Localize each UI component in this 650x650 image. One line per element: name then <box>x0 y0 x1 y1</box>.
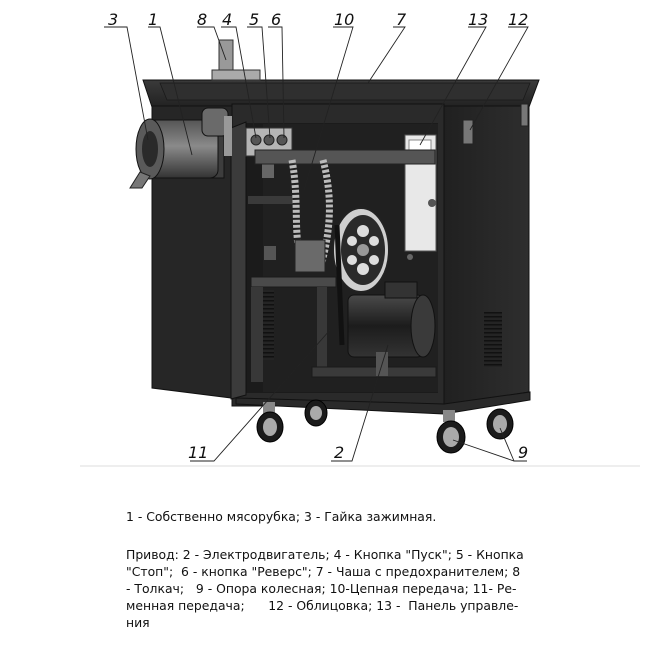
wheel-rear-right <box>487 409 513 439</box>
callout-11: 11 <box>188 443 209 462</box>
callout-2: 2 <box>334 443 345 462</box>
grinder <box>130 108 232 188</box>
legend-drive-line: менная передача; 12 - Облицовка; 13 - Панель управле- <box>126 598 519 613</box>
callout-12: 12 <box>508 10 529 29</box>
callout-1: 1 <box>148 10 159 29</box>
side-vent <box>484 312 502 367</box>
legend <box>126 508 546 525</box>
legend-drive <box>126 546 546 631</box>
legend-drive-line: - Толкач; 9 - Опора колесная; 10-Цепная передача; 11- Ре- <box>126 581 517 596</box>
callout-8: 8 <box>197 10 208 29</box>
wheel-rear-left <box>305 400 327 426</box>
callout-4: 4 <box>222 10 233 29</box>
callout-10: 10 <box>334 10 355 29</box>
callout-13: 13 <box>468 10 489 29</box>
legend-drive-line: Привод: 2 - Электродвигатель; 4 - Кнопка "Пуск"; 5 - Кнопка <box>126 547 524 562</box>
legend-drive-line: "Стоп"; 6 - кнопка "Реверс"; 7 - Чаша с предохранителем; 8 <box>126 564 521 579</box>
callout-7: 7 <box>396 10 407 29</box>
side-latch-2 <box>521 104 528 126</box>
side-latch <box>463 120 473 144</box>
callout-5: 5 <box>249 10 260 29</box>
lid <box>143 80 539 107</box>
callout-3: 3 <box>108 10 119 29</box>
legend-drive-line: ния <box>126 615 150 630</box>
callout-9: 9 <box>518 443 529 462</box>
callout-6: 6 <box>271 10 282 29</box>
wheel-front-right <box>437 410 465 453</box>
legend-line-1: 1 - Собственно мясорубка; 3 - Гайка зажимная. <box>126 509 437 524</box>
pusher <box>212 40 260 80</box>
open-door <box>231 122 246 399</box>
